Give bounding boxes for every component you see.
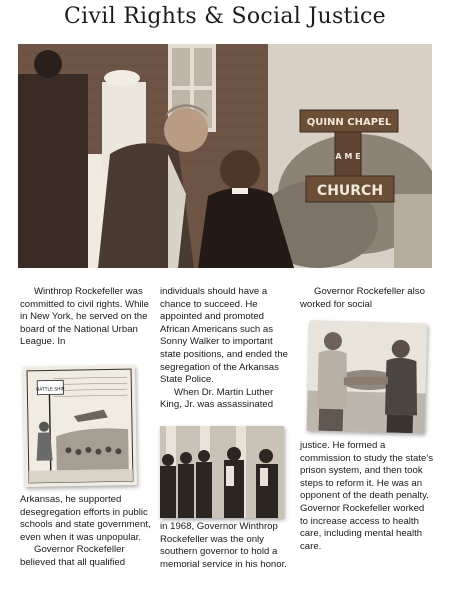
- sign-quinn-chapel: QUINN CHAPEL: [306, 117, 392, 128]
- sign-ame: A M E: [335, 152, 361, 161]
- cartoon-sign-text: BATTLE SHIP: [36, 387, 65, 393]
- column3-bottom-text: [300, 440, 434, 553]
- column1-paragraph-1: Winthrop Rockefeller was committed to civil rights. While in New York, he served on the board of the National Urban League. In: [20, 286, 150, 348]
- column3-paragraph-1: Governor Rockefeller also worked for social: [300, 286, 425, 310]
- column3-top-text: [300, 286, 432, 311]
- column2-paragraph-3: in 1968, Governor Winthrop Rockefeller was the only southern governor to hold a memorial service in his honor.: [160, 521, 287, 570]
- column2-paragraph-1: individuals should have a chance to succeed. He appointed and promoted African Americans such as Sonny Walker to important state positions, and ended the segregation of the Arkansas State Police.: [160, 286, 289, 386]
- column2-paragraph-2: When Dr. Martin Luther King, Jr. was assassinated: [160, 386, 274, 411]
- column2-top-text: [160, 286, 292, 412]
- memorial-photo-image: [160, 426, 284, 518]
- hero-photo-image: [18, 44, 432, 268]
- cartoon-image: [23, 365, 137, 487]
- column1-top-text: [20, 286, 152, 349]
- sign-church: CHURCH: [316, 183, 384, 199]
- column1-bottom-text: [20, 494, 152, 570]
- memorial-photo: [160, 426, 284, 518]
- handshake-photo-image: [307, 320, 428, 433]
- hero-photo: [18, 44, 432, 268]
- column3-paragraph-2: justice. He formed a commission to study the state's prison system, and then took steps to reform it. He was an opponent of the death penalty. Governor Rockefeller worked to increase access to health care, including mental health care.: [300, 440, 434, 552]
- column2-bottom-text: [160, 521, 294, 571]
- column1-paragraph-2: Arkansas, he supported desegregation efforts in public schools and state government, even when it was unpopular.: [20, 494, 151, 543]
- page-title: Civil Rights & Social Justice: [64, 4, 386, 29]
- handshake-photo: [307, 320, 428, 433]
- cartoon-illustration: [23, 365, 137, 487]
- column1-paragraph-3: Governor Rockefeller believed that all qualified: [20, 544, 126, 568]
